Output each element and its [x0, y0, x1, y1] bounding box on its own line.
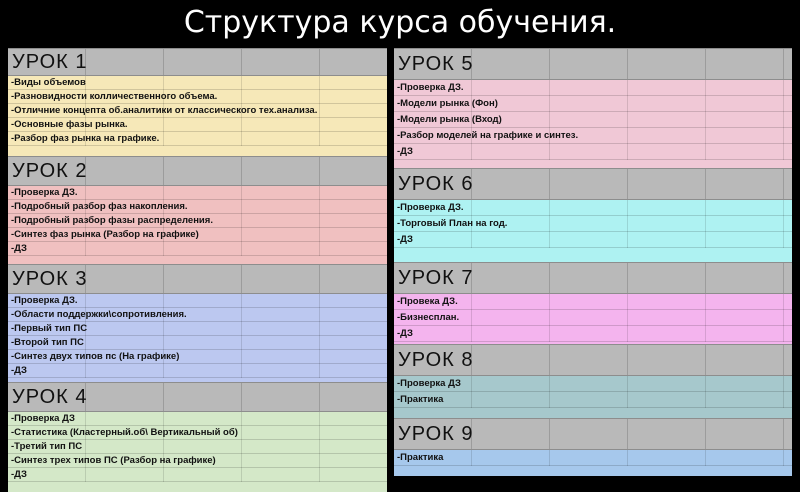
list-item: -Первый тип ПС: [8, 322, 387, 336]
lesson-2-title: УРОК 2: [8, 156, 387, 186]
list-item: -Основные фазы рынка.: [8, 118, 387, 132]
list-item: -Подробный разбор фаз накопления.: [8, 200, 387, 214]
list-item: -Разбор фаз рынка на графике.: [8, 132, 387, 146]
list-item: -Области поддержки\сопротивления.: [8, 308, 387, 322]
lessons-left-column: [8, 48, 387, 480]
list-item: -Проверка ДЗ.: [394, 200, 792, 216]
list-item: -Синтез двух типов пс (На графике): [8, 350, 387, 364]
lesson-9: [394, 418, 792, 476]
list-item: -Проверка ДЗ.: [8, 186, 387, 200]
lesson-4: [8, 382, 387, 492]
lesson-4-title: УРОК 4: [8, 382, 387, 412]
lesson-6-title: УРОК 6: [394, 168, 792, 200]
list-item: -Модели рынка (Вход): [394, 112, 792, 128]
list-item: -Подробный разбор фазы распределения.: [8, 214, 387, 228]
list-item: -ДЗ: [394, 144, 792, 160]
lesson-6: [394, 168, 792, 262]
list-item: -Разновидности колличественного объема.: [8, 90, 387, 104]
list-item: -ДЗ: [394, 232, 792, 248]
lesson-5: [394, 48, 792, 168]
list-item: -Синтез фаз рынка (Разбор на графике): [8, 228, 387, 242]
list-item: -Торговый План на год.: [394, 216, 792, 232]
lesson-9-title: УРОК 9: [394, 418, 792, 450]
list-item: -Проверка ДЗ.: [394, 80, 792, 96]
lesson-2: [8, 156, 387, 264]
list-item: -Проверка ДЗ: [8, 412, 387, 426]
list-item: -Провека ДЗ.: [394, 294, 792, 310]
list-item: -ДЗ: [8, 468, 387, 482]
lesson-8: [394, 344, 792, 418]
list-item: -ДЗ: [8, 242, 387, 256]
lesson-5-title: УРОК 5: [394, 48, 792, 80]
list-item: -Второй тип ПС: [8, 336, 387, 350]
list-item: -Модели рынка (Фон): [394, 96, 792, 112]
lesson-7-title: УРОК 7: [394, 262, 792, 294]
list-item: -Статистика (Кластерный.об\ Вертикальный об): [8, 426, 387, 440]
lessons-right-column: [394, 48, 792, 463]
list-item: -Отличние концепта об.аналитики от классического тех.анализа.: [8, 104, 387, 118]
page-title: Структура курса обучения.: [183, 5, 617, 40]
list-item: -Проверка ДЗ.: [8, 294, 387, 308]
lesson-8-title: УРОК 8: [394, 344, 792, 376]
lesson-3: [8, 264, 387, 382]
lesson-7: [394, 262, 792, 344]
list-item: -Виды объемов: [8, 76, 387, 90]
lesson-3-title: УРОК 3: [8, 264, 387, 294]
list-item: -Проверка ДЗ: [394, 376, 792, 392]
list-item: -Синтез трех типов ПС (Разбор на графике): [8, 454, 387, 468]
list-item: -ДЗ: [8, 364, 387, 378]
list-item: -Разбор моделей на графике и синтез.: [394, 128, 792, 144]
list-item: -Практика: [394, 450, 792, 466]
lesson-1: [8, 48, 387, 156]
list-item: -Практика: [394, 392, 792, 408]
lesson-1-title: УРОК 1: [8, 48, 387, 76]
list-item: -Третий тип ПС: [8, 440, 387, 454]
list-item: -ДЗ: [394, 326, 792, 342]
list-item: -Бизнесплан.: [394, 310, 792, 326]
